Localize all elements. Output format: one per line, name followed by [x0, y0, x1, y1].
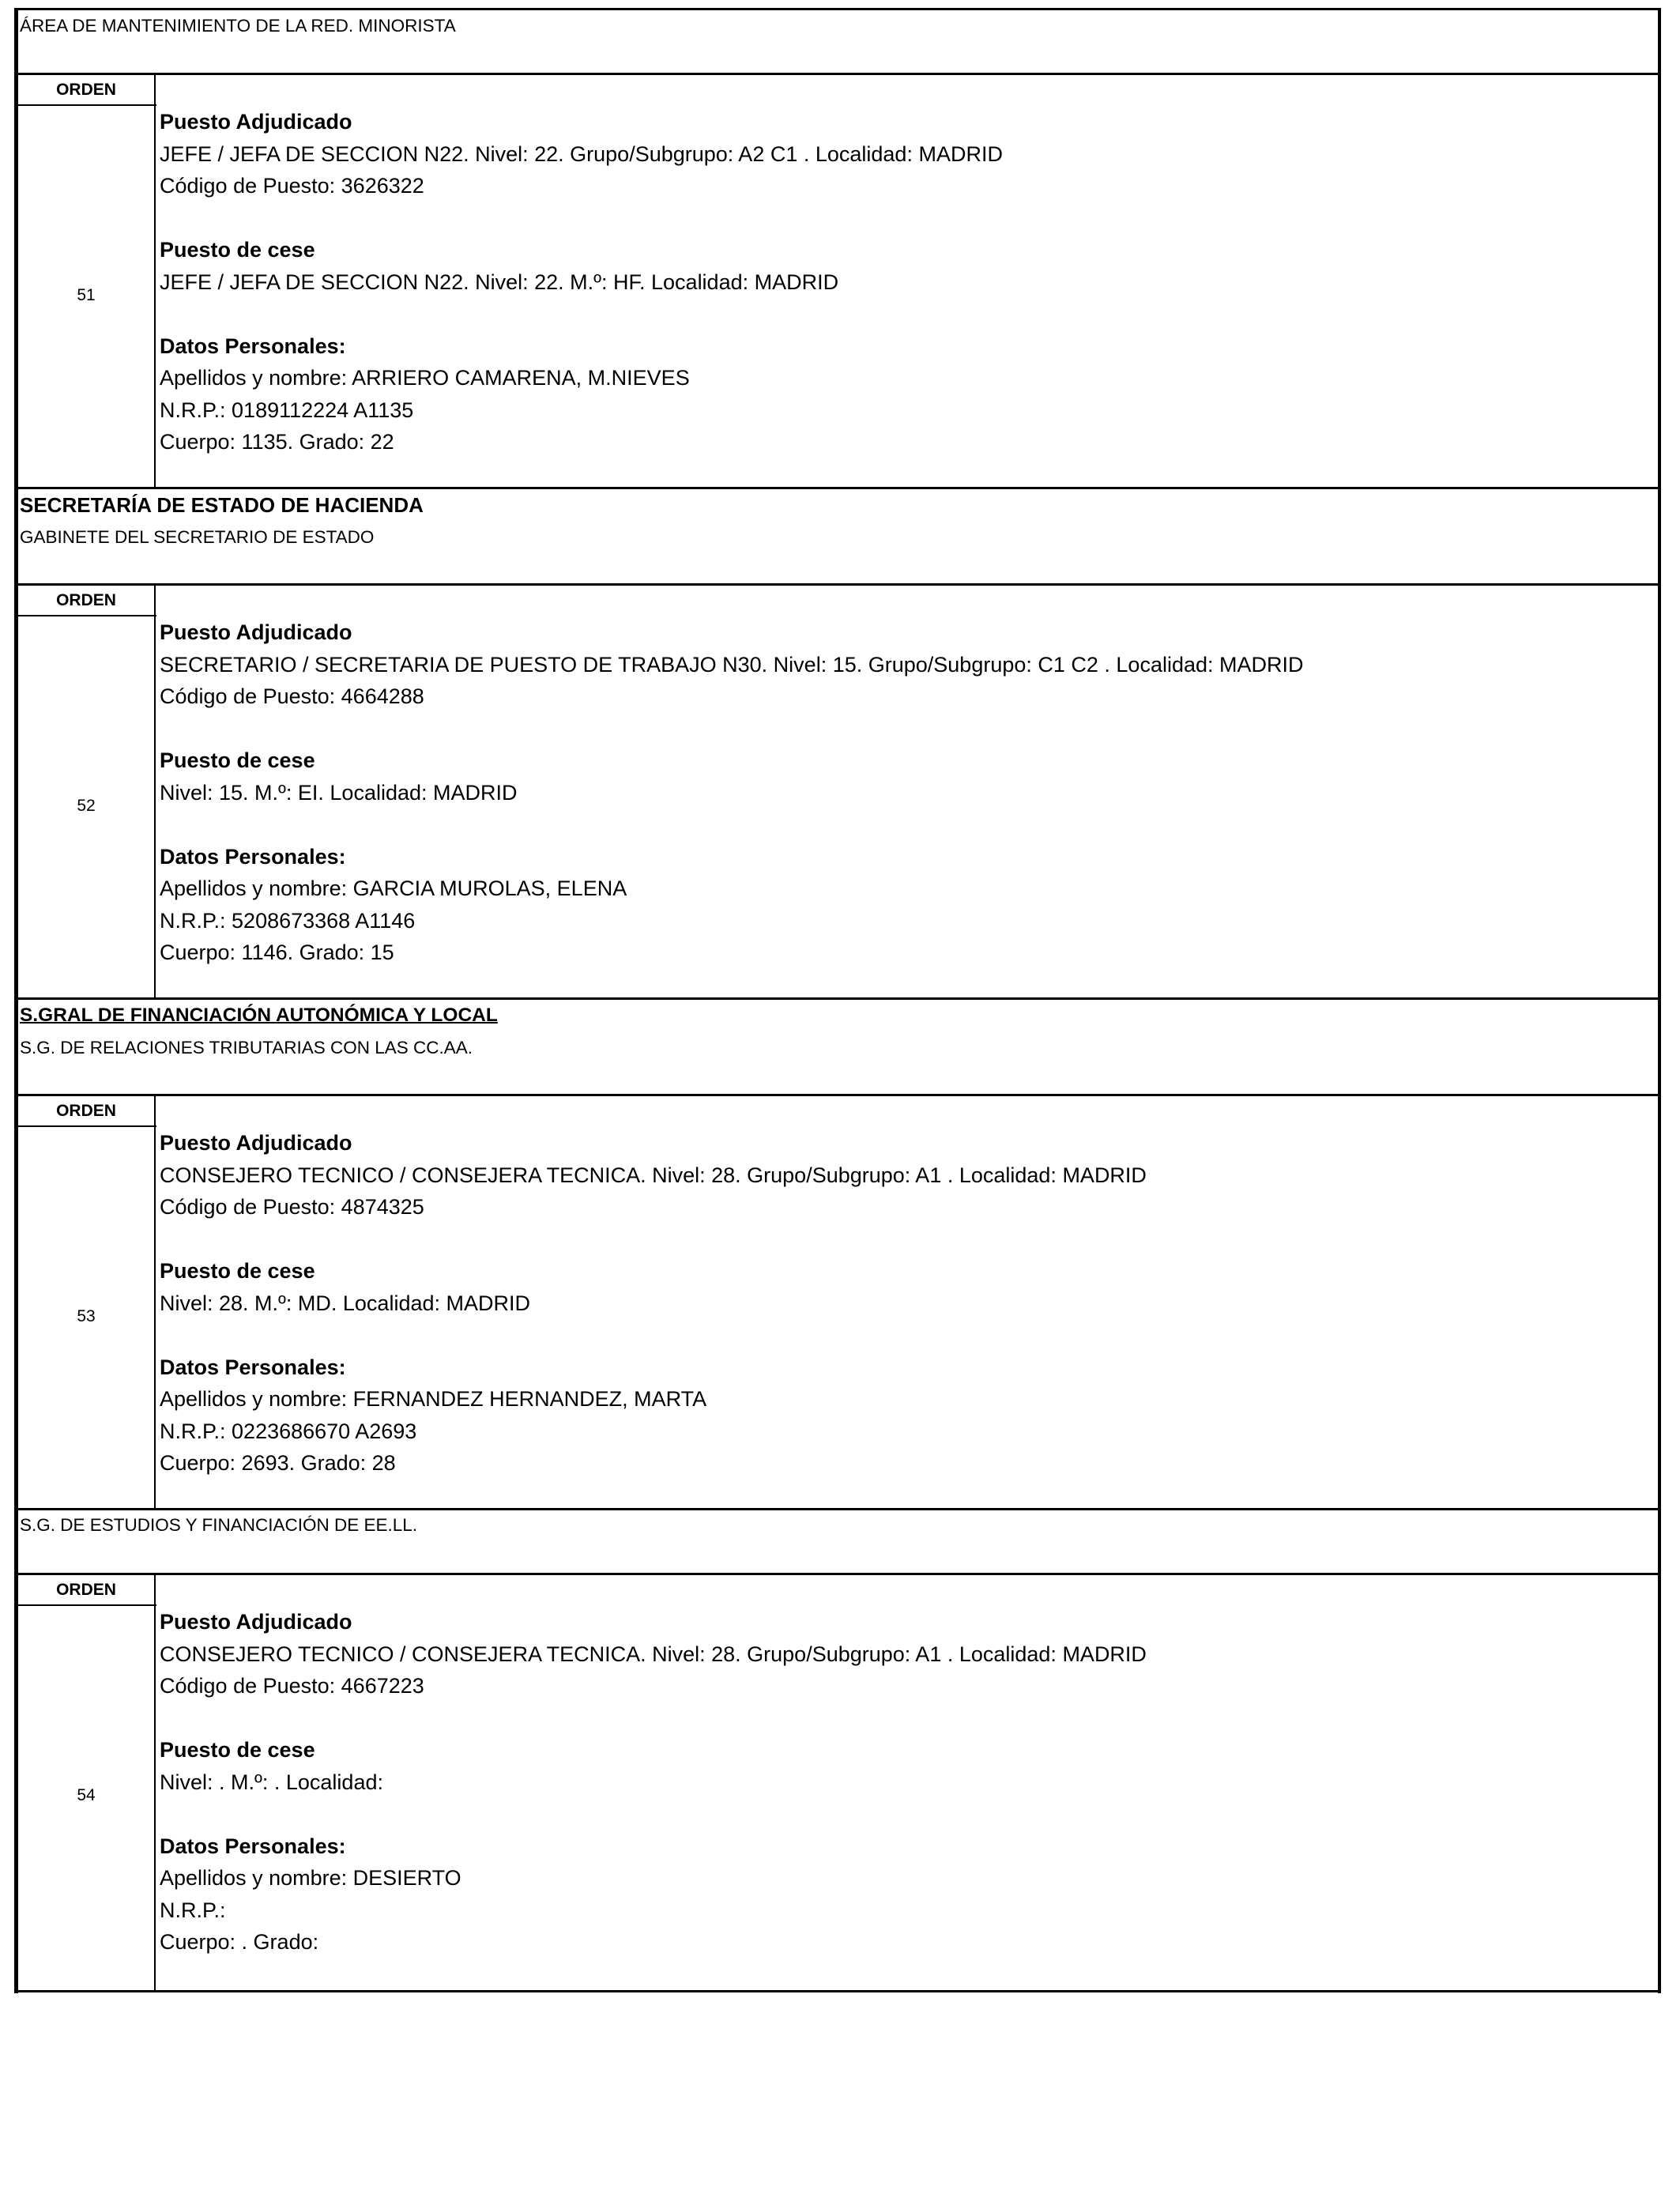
- rule: [14, 997, 1661, 1000]
- nrp: N.R.P.: 0189112224 A1135: [160, 398, 414, 422]
- rule: [14, 1604, 156, 1606]
- entry-details: [160, 1127, 1147, 1480]
- column-divider: [154, 583, 156, 999]
- puesto-cese-heading: Puesto de cese: [160, 1259, 315, 1283]
- nrp: N.R.P.:: [160, 1898, 226, 1922]
- rule: [14, 583, 1661, 586]
- codigo-puesto: Código de Puesto: 3626322: [160, 174, 424, 198]
- orden-number: 52: [77, 797, 96, 815]
- puesto-cese: JEFE / JEFA DE SECCION N22. Nivel: 22. M.º: HF. Localidad: MADRID: [160, 270, 839, 294]
- column-divider: [154, 1094, 156, 1510]
- cuerpo-grado: Cuerpo: 1135. Grado: 22: [160, 430, 394, 454]
- rule: [14, 1508, 1661, 1510]
- column-divider: [154, 1573, 156, 1992]
- rule: [14, 1573, 1661, 1575]
- section-title: SECRETARÍA DE ESTADO DE HACIENDA: [20, 493, 424, 517]
- puesto-adjudicado-heading: Puesto Adjudicado: [160, 1610, 352, 1634]
- puesto-adjudicado-heading: Puesto Adjudicado: [160, 1131, 352, 1155]
- puesto-adjudicado: CONSEJERO TECNICO / CONSEJERA TECNICA. Nivel: 28. Grupo/Subgrupo: A1 . Localidad: MADRID: [160, 1642, 1147, 1666]
- datos-personales-heading: Datos Personales:: [160, 1834, 346, 1858]
- apellidos-nombre: Apellidos y nombre: DESIERTO: [160, 1866, 461, 1890]
- puesto-cese: Nivel: . M.º: . Localidad:: [160, 1770, 383, 1794]
- apellidos-nombre: Apellidos y nombre: FERNANDEZ HERNANDEZ, MARTA: [160, 1387, 707, 1411]
- rule: [14, 1094, 1661, 1096]
- rule: [14, 8, 1661, 10]
- puesto-cese-heading: Puesto de cese: [160, 1738, 315, 1762]
- puesto-adjudicado: CONSEJERO TECNICO / CONSEJERA TECNICA. Nivel: 28. Grupo/Subgrupo: A1 . Localidad: MADRID: [160, 1163, 1147, 1187]
- cuerpo-grado: Cuerpo: 1146. Grado: 15: [160, 941, 394, 964]
- puesto-adjudicado: JEFE / JEFA DE SECCION N22. Nivel: 22. Grupo/Subgrupo: A2 C1 . Localidad: MADRID: [160, 141, 1003, 166]
- puesto-cese: Nivel: 28. M.º: MD. Localidad: MADRID: [160, 1291, 530, 1315]
- codigo-puesto: Código de Puesto: 4667223: [160, 1674, 424, 1698]
- orden-label: ORDEN: [56, 1102, 116, 1120]
- orden-number: 51: [77, 286, 96, 304]
- codigo-puesto: Código de Puesto: 4664288: [160, 684, 424, 708]
- section-title: S.GRAL DE FINANCIACIÓN AUTONÓMICA Y LOCAL: [20, 1005, 498, 1026]
- apellidos-nombre: Apellidos y nombre: ARRIERO CAMARENA, M.NIEVES: [160, 366, 690, 390]
- entry-details: [160, 106, 1003, 458]
- section-title: S.G. DE ESTUDIOS Y FINANCIACIÓN DE EE.LL.: [20, 1515, 418, 1535]
- puesto-cese-heading: Puesto de cese: [160, 748, 315, 772]
- nrp: N.R.P.: 5208673368 A1146: [160, 908, 416, 933]
- rule: [14, 73, 1661, 75]
- nrp: N.R.P.: 0223686670 A2693: [160, 1419, 417, 1443]
- orden-number: 54: [77, 1786, 96, 1804]
- section-title: ÁREA DE MANTENIMIENTO DE LA RED. MINORISTA: [20, 16, 456, 36]
- section-subtitle: S.G. DE RELACIONES TRIBUTARIAS CON LAS CC.AA.: [20, 1038, 473, 1057]
- datos-personales-heading: Datos Personales:: [160, 334, 346, 358]
- column-divider: [154, 73, 156, 488]
- entry-details: [160, 1606, 1147, 1958]
- puesto-adjudicado: SECRETARIO / SECRETARIA DE PUESTO DE TRABAJO N30. Nivel: 15. Grupo/Subgrupo: C1 C2 . Localidad: MADRID: [160, 652, 1304, 677]
- puesto-cese-heading: Puesto de cese: [160, 238, 315, 262]
- datos-personales-heading: Datos Personales:: [160, 844, 346, 869]
- puesto-adjudicado-heading: Puesto Adjudicado: [160, 620, 352, 644]
- orden-label: ORDEN: [56, 1581, 116, 1599]
- orden-number: 53: [77, 1307, 96, 1325]
- orden-label: ORDEN: [56, 81, 116, 99]
- rule: [14, 1990, 1661, 1992]
- section-subtitle: GABINETE DEL SECRETARIO DE ESTADO: [20, 527, 375, 547]
- rule: [14, 615, 156, 616]
- puesto-adjudicado-heading: Puesto Adjudicado: [160, 110, 352, 134]
- rule: [14, 487, 1661, 489]
- codigo-puesto: Código de Puesto: 4874325: [160, 1195, 424, 1219]
- rule: [14, 104, 156, 106]
- orden-label: ORDEN: [56, 591, 116, 609]
- cuerpo-grado: Cuerpo: . Grado:: [160, 1930, 319, 1954]
- datos-personales-heading: Datos Personales:: [160, 1355, 346, 1379]
- entry-details: [160, 616, 1304, 969]
- rule: [14, 1125, 156, 1127]
- apellidos-nombre: Apellidos y nombre: GARCIA MUROLAS, ELENA: [160, 876, 627, 900]
- cuerpo-grado: Cuerpo: 2693. Grado: 28: [160, 1451, 396, 1475]
- puesto-cese: Nivel: 15. M.º: EI. Localidad: MADRID: [160, 780, 518, 805]
